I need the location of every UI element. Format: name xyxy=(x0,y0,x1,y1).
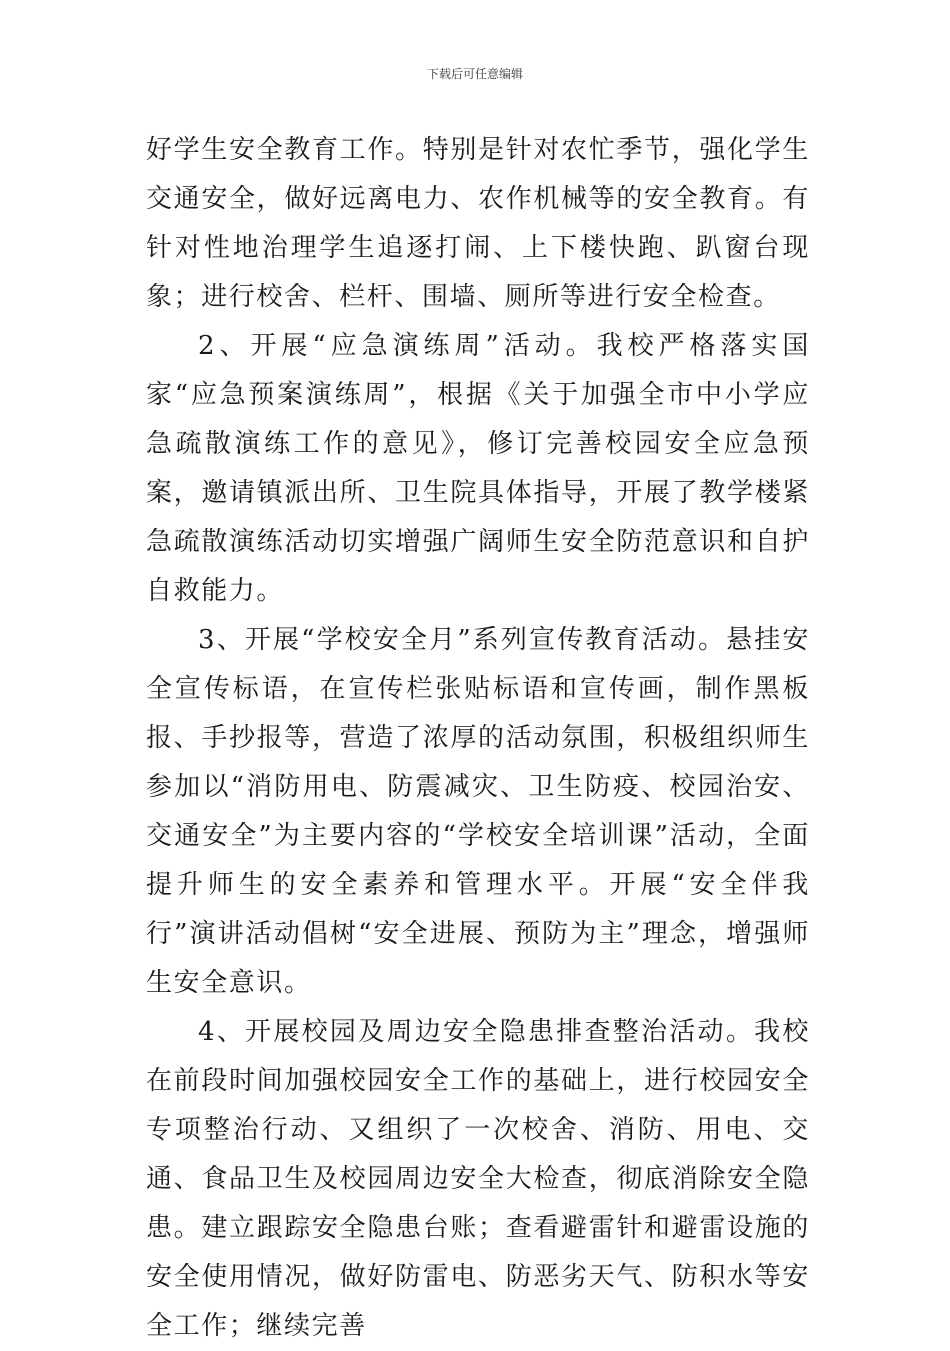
paragraph-continued: 好学生安全教育工作。特别是针对农忙季节，强化学生交通安全，做好远离电力、农作机械等的安全教育。有针对性地治理学生追逐打闹、上下楼快跑、趴窗台现象；进行校舍、栏杆、围墙、厕所等进行安全检查。 xyxy=(146,135,810,312)
paragraph-hazard-inspection: 4、开展校园及周边安全隐患排查整治活动。我校在前段时间加强校园安全工作的基础上，进行校园安全专项整治行动、又组织了一次校舍、消防、用电、交通、食品卫生及校园周边安全大检查，彻底消除安全隐患。建立跟踪安全隐患台账；查看避雷针和避雷设施的安全使用情况，做好防雷电、防恶劣天气、防积水等安全工作；继续完善 xyxy=(146,1017,810,1341)
paragraph-emergency-drill-week: 2、开展“应急演练周”活动。我校严格落实国家“应急预案演练周”，根据《关于加强全市中小学应急疏散演练工作的意见》，修订完善校园安全应急预案，邀请镇派出所、卫生院具体指导，开展了教学楼紧急疏散演练活动切实增强广阔师生安全防范意识和自护自救能力。 xyxy=(146,331,810,606)
paragraph-school-safety-month: 3、开展“学校安全月”系列宣传教育活动。悬挂安全宣传标语，在宣传栏张贴标语和宣传画，制作黑板报、手抄报等，营造了浓厚的活动氛围，积极组织师生参加以“消防用电、防震减灾、卫生防疫、校园治安、交通安全”为主要内容的“学校安全培训课”活动，全面提升师生的安全素养和管理水平。开展“安全伴我行”演讲活动倡树“安全进展、预防为主”理念，增强师生安全意识。 xyxy=(146,625,810,998)
page-header: 下载后可任意编辑 xyxy=(426,67,523,81)
document-body xyxy=(146,126,810,1351)
